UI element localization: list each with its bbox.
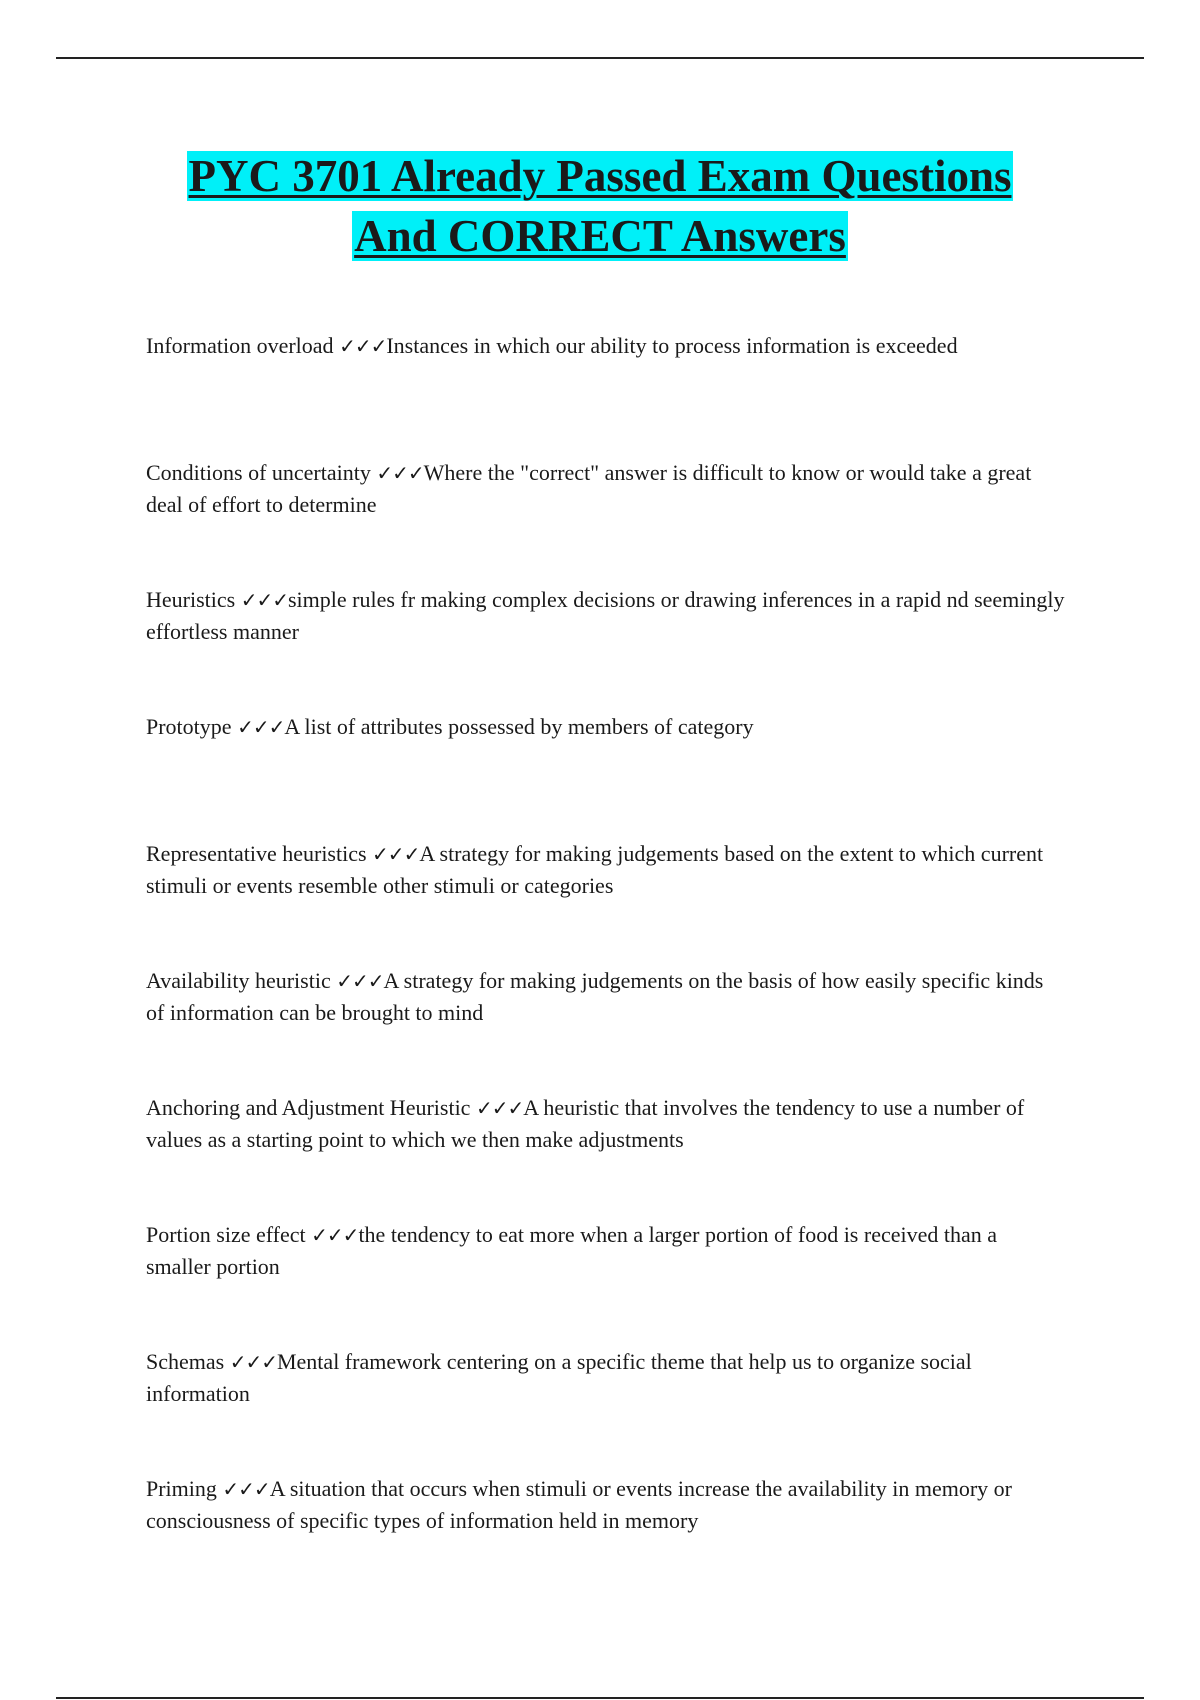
entry-definition: simple rules fr making complex decisions or drawing inferences in a rapid nd seemingly effortless manner [146,587,1065,644]
entry-term: Portion size effect [146,1222,306,1247]
entry-definition: A strategy for making judgements based on the extent to which current stimuli or events resemble other stimuli or categories [146,841,1044,898]
entry-term: Conditions of uncertainty [146,460,371,485]
entry-definition: the tendency to eat more when a larger portion of food is received than a smaller portion [146,1222,998,1279]
qa-entry-schemas [146,1346,1066,1473]
entry-term: Anchoring and Adjustment Heuristic [146,1095,471,1120]
title-line-2: And CORRECT Answers [354,211,846,261]
entry-definition: A list of attributes possessed by members of category [284,714,754,739]
qa-entry-priming [146,1473,1066,1600]
entry-term: Schemas [146,1349,225,1374]
check-mark-icon: ✓✓✓ [372,842,420,866]
document-title [0,146,1200,266]
qa-list [146,330,1066,1600]
check-mark-icon: ✓✓✓ [339,334,387,358]
entry-definition: Instances in which our ability to process information is exceeded [386,333,958,358]
qa-entry-portion-size-effect [146,1219,1066,1346]
qa-entry-information-overload [146,330,1066,457]
check-mark-icon: ✓✓✓ [376,461,424,485]
qa-entry-anchoring-and-adjustment-heuristic [146,1092,1066,1219]
entry-term: Priming [146,1476,217,1501]
bottom-divider [56,1697,1144,1699]
check-mark-icon: ✓✓✓ [336,969,384,993]
entry-definition: Mental framework centering on a specific theme that help us to organize social information [146,1349,972,1406]
entry-definition: A heuristic that involves the tendency to use a number of values as a starting point to which we then make adjustments [146,1095,1025,1152]
entry-term: Information overload [146,333,334,358]
check-mark-icon: ✓✓✓ [222,1477,270,1501]
entry-definition: A strategy for making judgements on the basis of how easily specific kinds of information can be brought to mind [146,968,1044,1025]
entry-term: Prototype [146,714,232,739]
check-mark-icon: ✓✓✓ [229,1350,277,1374]
entry-term: Representative heuristics [146,841,367,866]
check-mark-icon: ✓✓✓ [475,1096,524,1120]
qa-entry-representative-heuristics [146,838,1066,965]
entry-definition: A situation that occurs when stimuli or events increase the availability in memory or consciousness of specific types of information held in memory [146,1476,1013,1533]
entry-term: Heuristics [146,587,236,612]
qa-entry-prototype [146,711,1066,838]
check-mark-icon: ✓✓✓ [240,588,288,612]
entry-term: Availability heuristic [146,968,331,993]
qa-entry-conditions-of-uncertainty [146,457,1066,584]
qa-entry-availability-heuristic [146,965,1066,1092]
entry-definition: Where the "correct" answer is difficult to know or would take a great deal of effort to determine [146,460,1032,517]
qa-entry-heuristics [146,584,1066,711]
title-line-1: PYC 3701 Already Passed Exam Questions [188,151,1012,201]
check-mark-icon: ✓✓✓ [311,1223,359,1247]
top-divider [56,57,1144,59]
check-mark-icon: ✓✓✓ [237,715,285,739]
